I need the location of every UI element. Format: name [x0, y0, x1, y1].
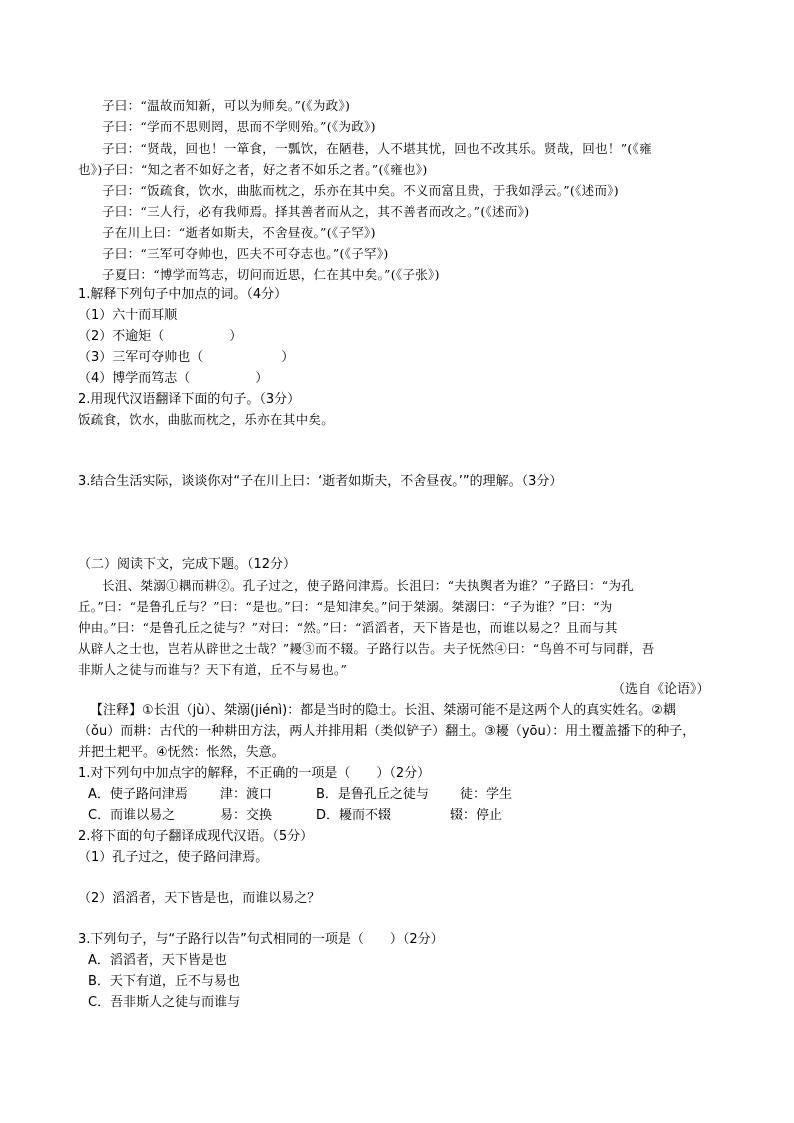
s2-question-3-option: B．天下有道，丘不与易也	[88, 974, 240, 989]
notes-line: 并把土耙平。④怃然：怅然，失意。	[78, 745, 285, 760]
question-1-item: （1）六十而耳顺	[78, 308, 178, 323]
notes-line: （ǒu）而耕：古代的一种耕田方法，两人并排用耜（类似铲子）翻土。③耰（yōu）：用土覆盖播下的种子，	[78, 724, 696, 739]
option-b-label: B．是鲁孔丘之徒与	[316, 787, 429, 802]
notes-line: 【注释】①长沮（jù）、桀溺(jiénì)：都是当时的隐士。长沮、桀溺可能不是这两个人的真实姓名。②耦	[90, 703, 676, 718]
passage-line: 丘。”曰：“是鲁孔丘与？”曰：“是也。”曰：“是知津矣。”问于桀溺。桀溺曰：“子为谁？”曰：“为	[78, 599, 613, 614]
passage-source: （选自《论语》）	[612, 682, 710, 697]
passage-line: 仲由。”曰：“是鲁孔丘之徒与？”对曰：“然。”曰：“滔滔者，天下皆是也，而谁以易之？且而与其	[78, 620, 618, 635]
passage-line: 长沮、桀溺①耦而耕②。孔子过之，使子路问津焉。长沮曰：“夫执舆者为谁？”子路曰：“为孔	[102, 578, 635, 593]
question-1-item: （2）不逾矩（ ）	[78, 329, 243, 344]
option-d-label: D．耰而不辍	[316, 808, 392, 823]
s2-question-3-option: A．滔滔者，天下皆是也	[88, 953, 227, 968]
question-3: 3.结合生活实际，谈谈你对“子在川上曰：‘逝者如斯夫，不舍昼夜。’”的理解。（3分）	[78, 474, 563, 489]
question-1-item: （4）博学而笃志（ ）	[78, 371, 269, 386]
quote-line: 子曰：“学而不思则罔，思而不学则殆。”(《为政》)	[102, 119, 376, 134]
s2-question-3: 3.下列句子，与“子路行以告”句式相同的一项是（ ）（2分）	[78, 932, 444, 947]
quote-line: 子曰：“三人行，必有我师焉。择其善者而从之，其不善者而改之。”(《述而》)	[102, 204, 530, 219]
passage-line: 非斯人之徒与而谁与？天下有道，丘不与易也。”	[78, 662, 348, 677]
option-c-label: C．而谁以易之	[88, 808, 176, 823]
s2-question-2-item: （2）滔滔者，天下皆是也，而谁以易之？	[78, 891, 321, 906]
quote-line: 也》)子曰：“知之者不如好之者，好之者不如乐之者。”(《雍也》)	[78, 162, 428, 177]
question-2-sentence: 饭疏食，饮水，曲肱而枕之，乐亦在其中矣。	[78, 412, 335, 427]
s2-question-2: 2.将下面的句子翻译成现代汉语。（5分）	[78, 829, 314, 844]
option-c-gloss: 易：交换	[220, 808, 273, 823]
question-1-item: （3）三军可夺帅也（ ）	[78, 350, 295, 365]
option-d-gloss: 辍：停止	[450, 808, 503, 823]
quote-line: 子曰：“三军可夺帅也，匹夫不可夺志也。”(《子罕》)	[102, 246, 389, 261]
quote-line: 子曰：“贤哉，回也！一箪食，一瓢饮，在陋巷，人不堪其忧，回也不改其乐。贤哉，回也！”(《雍	[102, 141, 652, 156]
quote-line: 子夏曰：“博学而笃志，切问而近思，仁在其中矣。”(《子张》)	[102, 267, 440, 282]
option-b-gloss: 徒：学生	[460, 787, 513, 802]
option-a-label: A．使子路问津焉	[88, 787, 188, 802]
question-2: 2.用现代汉语翻译下面的句子。（3分）	[78, 392, 301, 407]
option-a-gloss: 津：渡口	[220, 787, 273, 802]
s2-question-1: 1.对下列句中加点字的解释，不正确的一项是（ ）（2分）	[78, 766, 431, 781]
s2-question-2-item: （1）孔子过之，使子路问津焉。	[78, 850, 269, 865]
passage-line: 从辟人之士也，岂若从辟世之士哉？”耰③而不辍。子路行以告。夫子怃然④曰：“鸟兽不可与同群，吾	[78, 641, 655, 656]
section-2-heading: （二）阅读下文，完成下题。（12分）	[78, 557, 297, 572]
quote-line: 子曰：“饭疏食，饮水，曲肱而枕之，乐亦在其中矣。不义而富且贵，于我如浮云。”(《述而》)	[102, 183, 619, 198]
s2-question-3-option: C．吾非斯人之徒与而谁与	[88, 995, 241, 1010]
quote-line: 子曰：“温故而知新，可以为师矣。”(《为政》)	[102, 98, 351, 113]
quote-line: 子在川上曰：“逝者如斯夫，不舍昼夜。”(《子罕》)	[102, 225, 376, 240]
question-1: 1.解释下列句子中加点的词。（4分）	[78, 287, 288, 302]
